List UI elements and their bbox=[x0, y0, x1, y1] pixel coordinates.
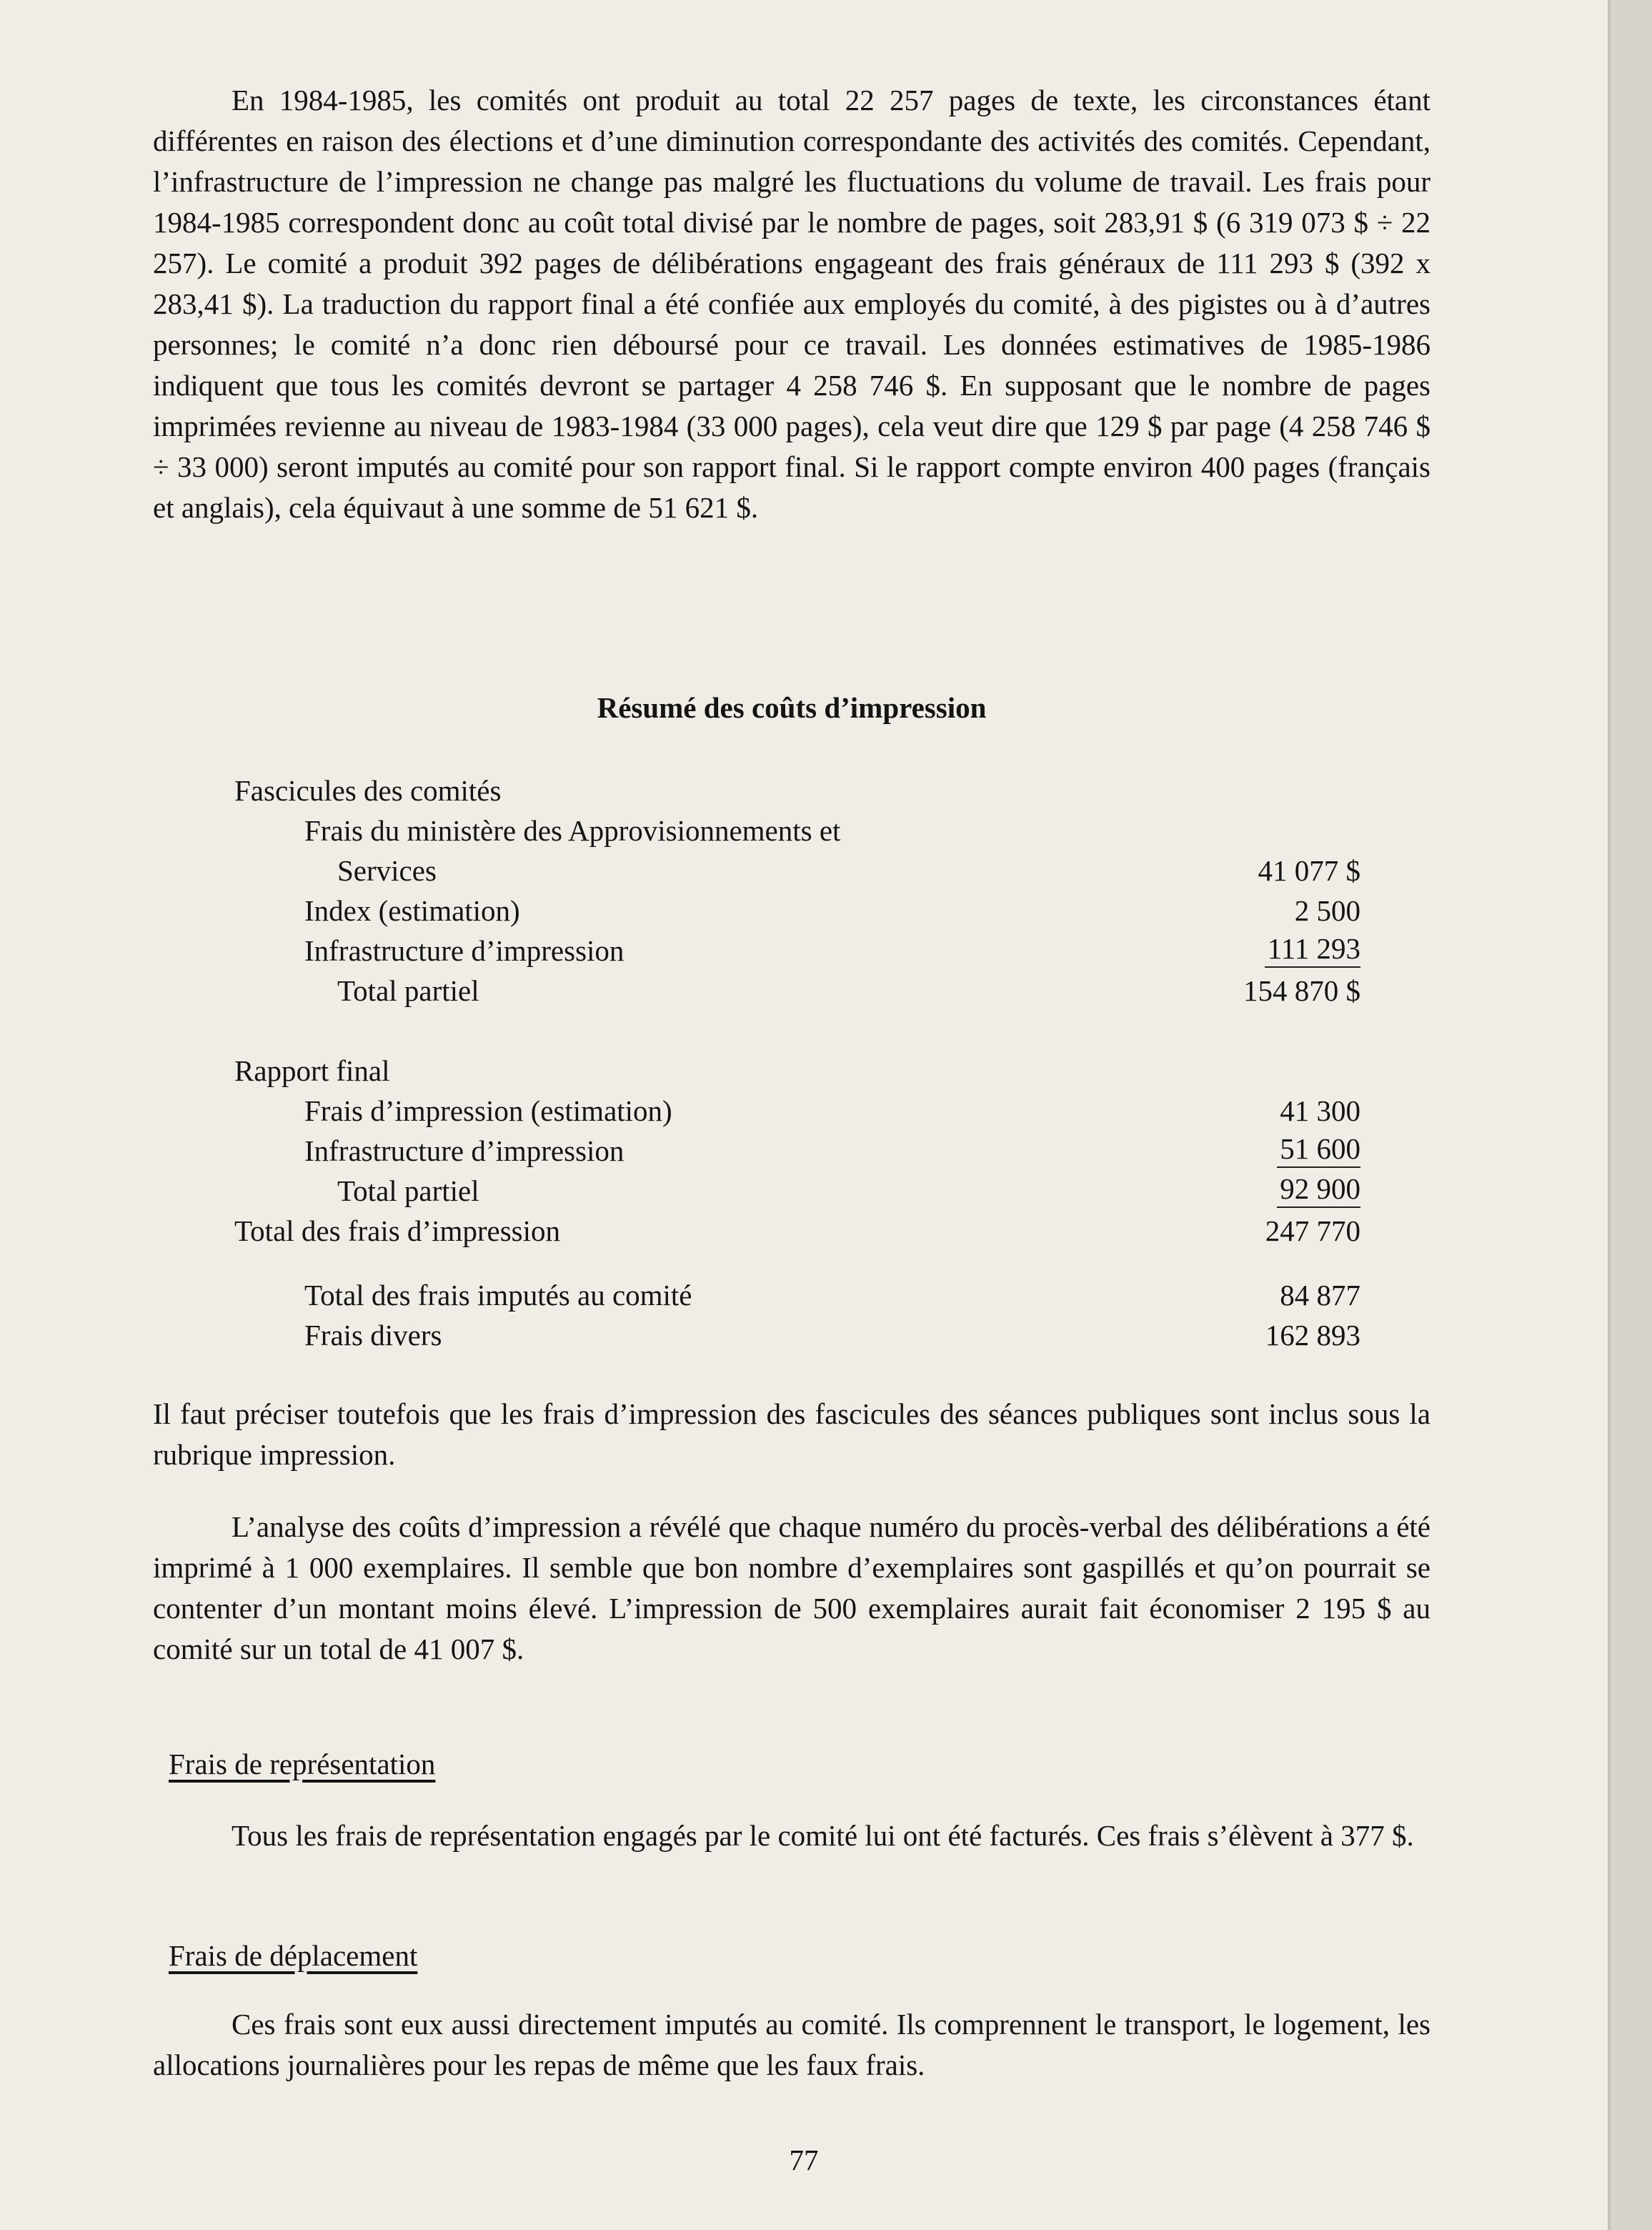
summary-row bbox=[0, 891, 1608, 931]
line-label: Index (estimation) bbox=[304, 894, 520, 927]
section-label: Rapport final bbox=[234, 1054, 390, 1087]
line-label: Services bbox=[337, 854, 437, 887]
summary-row bbox=[0, 1211, 1608, 1251]
subheading-deplacement: Frais de déplacement bbox=[169, 1939, 418, 1972]
total-amount: 247 770 bbox=[1265, 1214, 1360, 1247]
page-edge bbox=[1608, 0, 1652, 2230]
line-label: Infrastructure d’impression bbox=[304, 1134, 625, 1167]
line-amount: 84 877 bbox=[1280, 1279, 1360, 1312]
section-label: Fascicules des comités bbox=[234, 774, 502, 807]
summary-row bbox=[0, 770, 1608, 811]
subheading-representation: Frais de représentation bbox=[169, 1748, 436, 1780]
summary-row bbox=[0, 1315, 1608, 1355]
subtotal-label: Total partiel bbox=[337, 1174, 479, 1207]
line-label: Frais divers bbox=[304, 1319, 442, 1352]
summary-row bbox=[0, 811, 1608, 851]
summary-row bbox=[0, 851, 1608, 891]
line-amount: 111 293 bbox=[1265, 931, 1360, 968]
total-label: Total des frais d’impression bbox=[234, 1214, 561, 1247]
subtotal-label: Total partiel bbox=[337, 974, 479, 1007]
line-label: Total des frais imputés au comité bbox=[304, 1279, 692, 1312]
paragraph-representation: Tous les frais de représentation engagés par le comité lui ont été facturés. Ces frais s’élèvent à 377 $. bbox=[232, 1819, 1414, 1852]
line-label: Infrastructure d’impression bbox=[304, 934, 625, 967]
paragraph-public-sessions: Il faut préciser toutefois que les frais d’impression des fascicules des séances publiques sont inclus sous la rubrique impression. bbox=[153, 1397, 1430, 1471]
summary-row bbox=[0, 1131, 1608, 1171]
line-amount: 51 600 bbox=[1277, 1131, 1360, 1168]
line-amount: 2 500 bbox=[1294, 894, 1360, 927]
summary-row bbox=[0, 1275, 1608, 1315]
summary-title: Résumé des coûts d’impression bbox=[597, 691, 987, 724]
paragraph-deplacement: Ces frais sont eux aussi directement imputés au comité. Ils comprennent le transport, le logement, les allocations journalières pour les repas de même que les faux frais. bbox=[153, 2008, 1430, 2081]
paragraph-copies-analysis: L’analyse des coûts d’impression a révélé que chaque numéro du procès-verbal des délibérations a été imprimé à 1 000 exemplaires. Il semble que bon nombre d’exemplaires sont gaspillés et qu’on pourrait se contenter d’un montant moins élevé. L’impression de 500 exemplaires aurait fait économiser 2 195 $ au comité sur un total de 41 007 $. bbox=[153, 1510, 1430, 1665]
subtotal-amount: 154 870 $ bbox=[1243, 974, 1360, 1007]
line-amount: 41 077 $ bbox=[1258, 854, 1360, 887]
summary-row bbox=[0, 1171, 1608, 1211]
paragraph-printing-costs: En 1984-1985, les comités ont produit au total 22 257 pages de texte, les circonstances étant différentes en raison des élections et d’une diminution correspondante des activités des comités. Cependant, l’infrastructure de l’impression ne change pas malgré les fluctuations du volume de travail. Les frais pour 1984-1985 correspondent donc au coût total divisé par le nombre de pages, soit 283,91 $ (6 319 073 $ ÷ 22 257). Le comité a produit 392 pages de délibérations engageant des frais généraux de 111 293 $ (392 x 283,41 $). La traduction du rapport final a été confiée aux employés du comité, à des pigistes ou à d’autres personnes; le comité n’a donc rien déboursé pour ce travail. Les données estimatives de 1985-1986 indiquent que tous les comités devront se partager 4 258 746 $. En supposant que le nombre de pages imprimées revienne au niveau de 1983-1984 (33 000 pages), cela veut dire que 129 $ par page (4 258 746 $ ÷ 33 000) seront imputés au comité pour son rapport final. Si le rapport compte environ 400 pages (français et anglais), cela équivaut à une somme de 51 621 $. bbox=[153, 84, 1430, 524]
summary-row bbox=[0, 1091, 1608, 1131]
line-label: Frais du ministère des Approvisionnements et bbox=[304, 814, 841, 847]
summary-row bbox=[0, 931, 1608, 971]
summary-row bbox=[0, 971, 1608, 1011]
line-label: Frais d’impression (estimation) bbox=[304, 1094, 672, 1127]
line-amount: 41 300 bbox=[1280, 1094, 1360, 1127]
page-number: 77 bbox=[789, 2144, 819, 2176]
subtotal-amount: 92 900 bbox=[1277, 1171, 1360, 1208]
line-amount: 162 893 bbox=[1265, 1319, 1360, 1352]
summary-row bbox=[0, 1051, 1608, 1091]
